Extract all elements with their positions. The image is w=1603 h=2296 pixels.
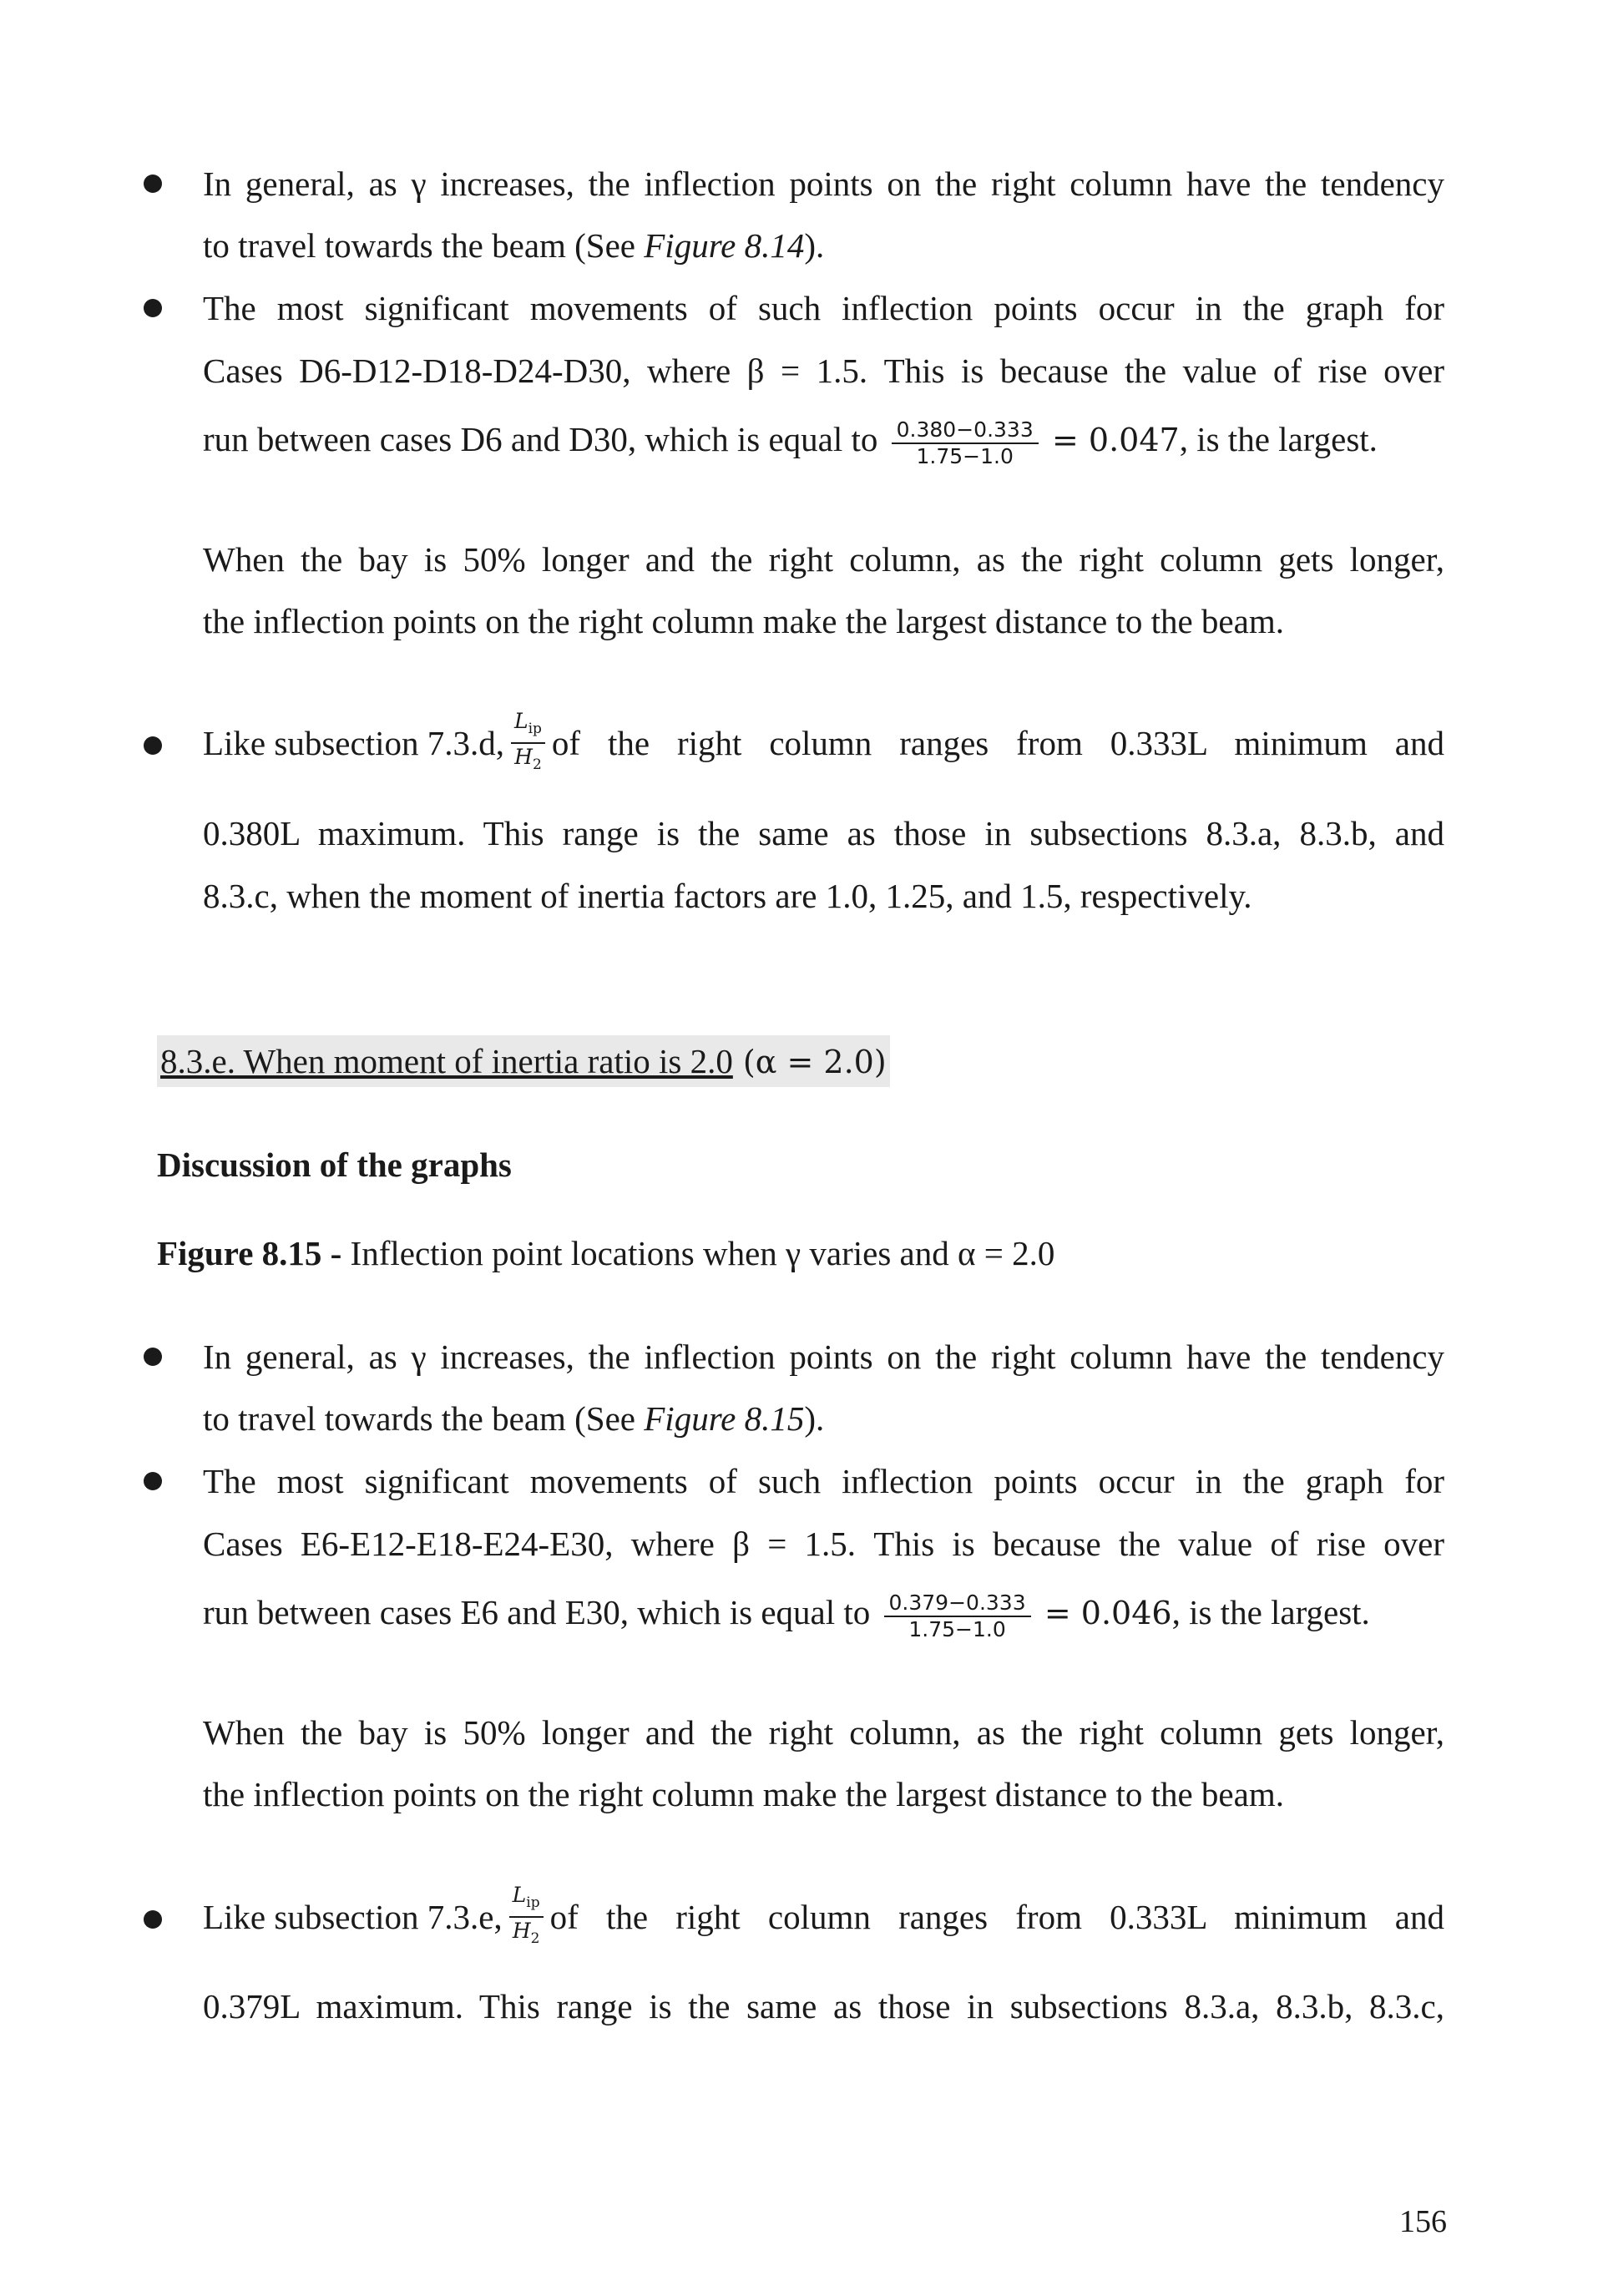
bullet-icon: [144, 1910, 162, 1929]
body-text-line: the inflection points on the right column make the largest distance to the beam.: [203, 602, 1284, 640]
body-text-line: 0.379L maximum. This range is the same as those in subsections 8.3.a, 8.3.b, 8.3.c,: [203, 1987, 1444, 2025]
fraction: $\frac{0.380-0.333}{1.75-1.0}$: [892, 417, 1039, 469]
subheading: Discussion of the graphs: [157, 1145, 512, 1184]
fraction: $\frac{L_{ip}}{H_2}$: [509, 1882, 544, 1952]
bullet-icon: [144, 174, 162, 193]
fraction: $\frac{0.379-0.333}{1.75-1.0}$: [884, 1591, 1031, 1642]
page-number: 156: [1399, 2204, 1447, 2239]
figure-reference: Figure 8.15: [644, 1399, 805, 1438]
body-text-line: 0.380L maximum. This range is the same as those in subsections 8.3.a, 8.3.b, and: [203, 814, 1444, 852]
body-text-line: Like subsection 7.3.d, $\frac{L_{ip}}{H_2}$ of the right column ranges from 0.333L minimum and: [203, 710, 1444, 776]
body-text-line: Like subsection 7.3.e, $\frac{L_{ip}}{H_2}$ of the right column ranges from 0.333L minimum and: [203, 1884, 1444, 1950]
fraction: $\frac{L_{ip}}{H_2}$: [511, 708, 545, 778]
body-text-line: In general, as γ increases, the inflection points on the right column have the tendency: [203, 164, 1444, 203]
body-text-line: In general, as γ increases, the inflection points on the right column have the tendency: [203, 1338, 1444, 1376]
equation-line: run between cases D6 and D30, which is equal to $\frac{0.380-0.333}{1.75-1.0}$ = 0.047, is the largest.: [203, 417, 1378, 468]
body-text-line: The most significant movements of such inflection points occur in the graph for: [203, 289, 1444, 327]
bullet-icon: [144, 1472, 162, 1490]
figure-caption: Figure 8.15 - Inflection point locations when γ varies and α = 2.0: [157, 1234, 1055, 1272]
bullet-icon: [144, 736, 162, 755]
body-text-line: to travel towards the beam (See Figure 8.14).: [203, 226, 825, 265]
figure-reference: Figure 8.14: [644, 226, 805, 265]
equation-line: run between cases E6 and E30, which is equal to $\frac{0.379-0.333}{1.75-1.0}$ = 0.046, is the largest.: [203, 1590, 1370, 1641]
body-text-line: Cases D6-D12-D18-D24-D30, where β = 1.5. This is because the value of rise over: [203, 351, 1444, 390]
body-text-line: 8.3.c, when the moment of inertia factors are 1.0, 1.25, and 1.5, respectively.: [203, 877, 1252, 915]
bullet-icon: [144, 1348, 162, 1366]
body-text-line: When the bay is 50% longer and the right column, as the right column gets longer,: [203, 540, 1444, 579]
section-heading: 8.3.e. When moment of inertia ratio is 2.0 (α = 2.0): [157, 1035, 890, 1087]
body-text-line: When the bay is 50% longer and the right column, as the right column gets longer,: [203, 1713, 1444, 1752]
body-text-line: the inflection points on the right column make the largest distance to the beam.: [203, 1775, 1284, 1813]
body-text-line: The most significant movements of such inflection points occur in the graph for: [203, 1462, 1444, 1500]
body-text-line: Cases E6-E12-E18-E24-E30, where β = 1.5. This is because the value of rise over: [203, 1525, 1444, 1563]
body-text-line: to travel towards the beam (See Figure 8.15).: [203, 1399, 825, 1438]
bullet-icon: [144, 299, 162, 317]
